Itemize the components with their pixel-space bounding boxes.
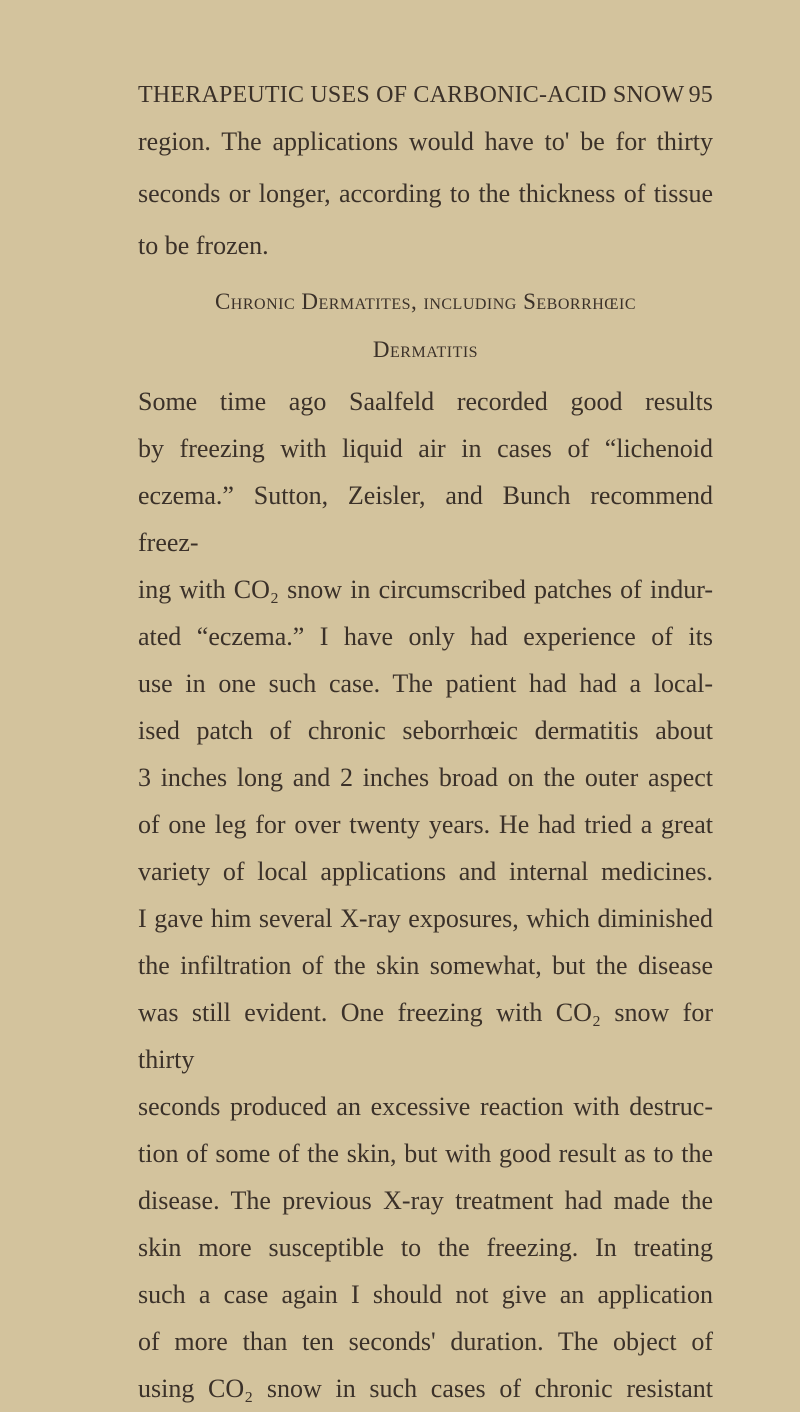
text-line: Some time ago Saalfeld recorded good results [138, 387, 713, 416]
running-title: THERAPEUTIC USES OF CARBONIC-ACID SNOW [138, 82, 685, 108]
text-line: eczema.” Sutton, Zeisler, and Bunch recommend freez- [138, 481, 713, 557]
paragraph-continued [138, 116, 713, 272]
text-line: ing with CO₂ snow in circumscribed patches of indur- [138, 575, 713, 604]
book-page [138, 78, 713, 1412]
paragraph-body [138, 378, 713, 1412]
text-line: region. The applications would have to' be for thirty [138, 127, 713, 156]
text-line: by freezing with liquid air in cases of “lichenoid [138, 434, 713, 463]
text-line: seconds produced an excessive reaction with destruc- [138, 1092, 713, 1121]
text-line: I gave him several X-ray exposures, which diminished [138, 904, 713, 933]
page-number: 95 [688, 82, 713, 108]
text-line: such a case again I should not give an application [138, 1280, 713, 1309]
text-line: disease. The previous X-ray treatment had made the [138, 1186, 713, 1215]
running-header [138, 78, 713, 112]
section-heading-line1: Chronic Dermatites, including Seborrhœic [214, 289, 637, 314]
text-line: seconds or longer, according to the thickness of tissue [138, 179, 713, 208]
text-line: 3 inches long and 2 inches broad on the outer aspect [138, 763, 713, 792]
text-line: of more than ten seconds' duration. The object of [138, 1327, 713, 1356]
text-line: was still evident. One freezing with CO₂ snow for thirty [138, 998, 713, 1074]
text-line: using CO₂ snow in such cases of chronic resistant [138, 1374, 713, 1403]
text-line: to be frozen. [138, 231, 269, 260]
text-line: of one leg for over twenty years. He had tried a great [138, 810, 713, 839]
text-line: tion of some of the skin, but with good result as to the [138, 1139, 713, 1168]
text-line: ised patch of chronic seborrhœic dermatitis about [138, 716, 713, 745]
text-line: variety of local applications and internal medicines. [138, 857, 713, 886]
text-line: skin more susceptible to the freezing. In treating [138, 1233, 713, 1262]
section-heading-line2: Dermatitis [372, 337, 479, 362]
text-line: the infiltration of the skin somewhat, but the disease [138, 951, 713, 980]
text-line: ated “eczema.” I have only had experience of its [138, 622, 713, 651]
text-line: use in one such case. The patient had had a local- [138, 669, 713, 698]
section-heading [138, 278, 713, 374]
